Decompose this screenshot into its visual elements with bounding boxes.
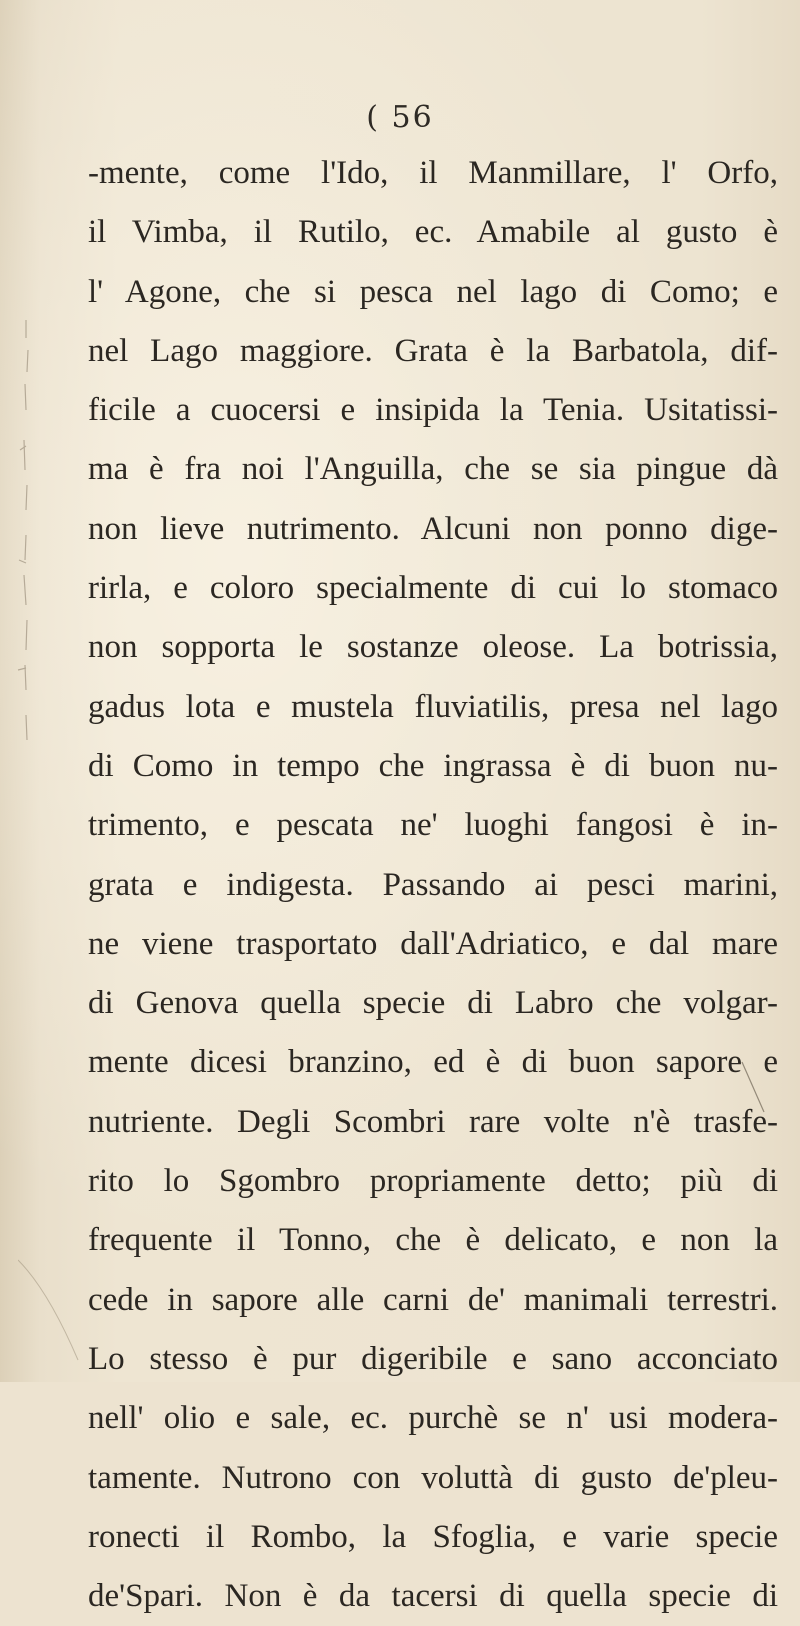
bleed-through-marks <box>6 320 40 760</box>
text-line: ficile a cuocersi e insipida la Tenia. Usitatissi- <box>88 392 778 429</box>
text-line: tamente. Nutrono con voluttà di gusto de'pleu- <box>88 1459 778 1496</box>
text-line: mente dicesi branzino, ed è di buon sapore e <box>88 1044 778 1081</box>
page-fold-shadow <box>18 1250 88 1370</box>
text-line: grata e indigesta. Passando ai pesci marini, <box>88 866 778 903</box>
body-text <box>88 144 778 1626</box>
text-line: cede in sapore alle carni de' manimali terrestri. <box>88 1281 778 1318</box>
text-line: ne viene trasportato dall'Adriatico, e dal mare <box>88 925 778 962</box>
page-number: ( 56 <box>366 100 434 135</box>
text-line: Lo stesso è pur digeribile e sano acconciato <box>88 1340 778 1377</box>
text-line: nell' olio e sale, ec. purchè se n' usi modera- <box>88 1400 778 1437</box>
text-line: de'Spari. Non è da tacersi di quella specie di <box>88 1578 778 1615</box>
text-line: nutriente. Degli Scombri rare volte n'è trasfe- <box>88 1103 778 1140</box>
text-line: non sopporta le sostanze oleose. La botrissia, <box>88 629 778 666</box>
text-line: ronecti il Rombo, la Sfoglia, e varie specie <box>88 1518 778 1555</box>
text-line: rito lo Sgombro propriamente detto; più di <box>88 1163 778 1200</box>
text-line: il Vimba, il Rutilo, ec. Amabile al gusto è <box>88 214 778 251</box>
pencil-mark <box>740 1060 770 1120</box>
text-line: l' Agone, che si pesca nel lago di Como; e <box>88 273 778 310</box>
text-line: trimento, e pescata ne' luoghi fangosi è in- <box>88 807 778 844</box>
text-line: di Como in tempo che ingrassa è di buon nu- <box>88 747 778 784</box>
text-line: ma è fra noi l'Anguilla, che se sia pingue dà <box>88 451 778 488</box>
text-line: gadus lota e mustela fluviatilis, presa nel lago <box>88 688 778 725</box>
text-line: non lieve nutrimento. Alcuni non ponno dige- <box>88 510 778 547</box>
text-line: rirla, e coloro specialmente di cui lo stomaco <box>88 570 778 607</box>
text-line: di Genova quella specie di Labro che volgar- <box>88 985 778 1022</box>
text-line: frequente il Tonno, che è delicato, e non la <box>88 1222 778 1259</box>
text-line: nel Lago maggiore. Grata è la Barbatola, dif- <box>88 332 778 369</box>
text-line: -mente, come l'Ido, il Manmillare, l' Orfo, <box>88 155 778 191</box>
